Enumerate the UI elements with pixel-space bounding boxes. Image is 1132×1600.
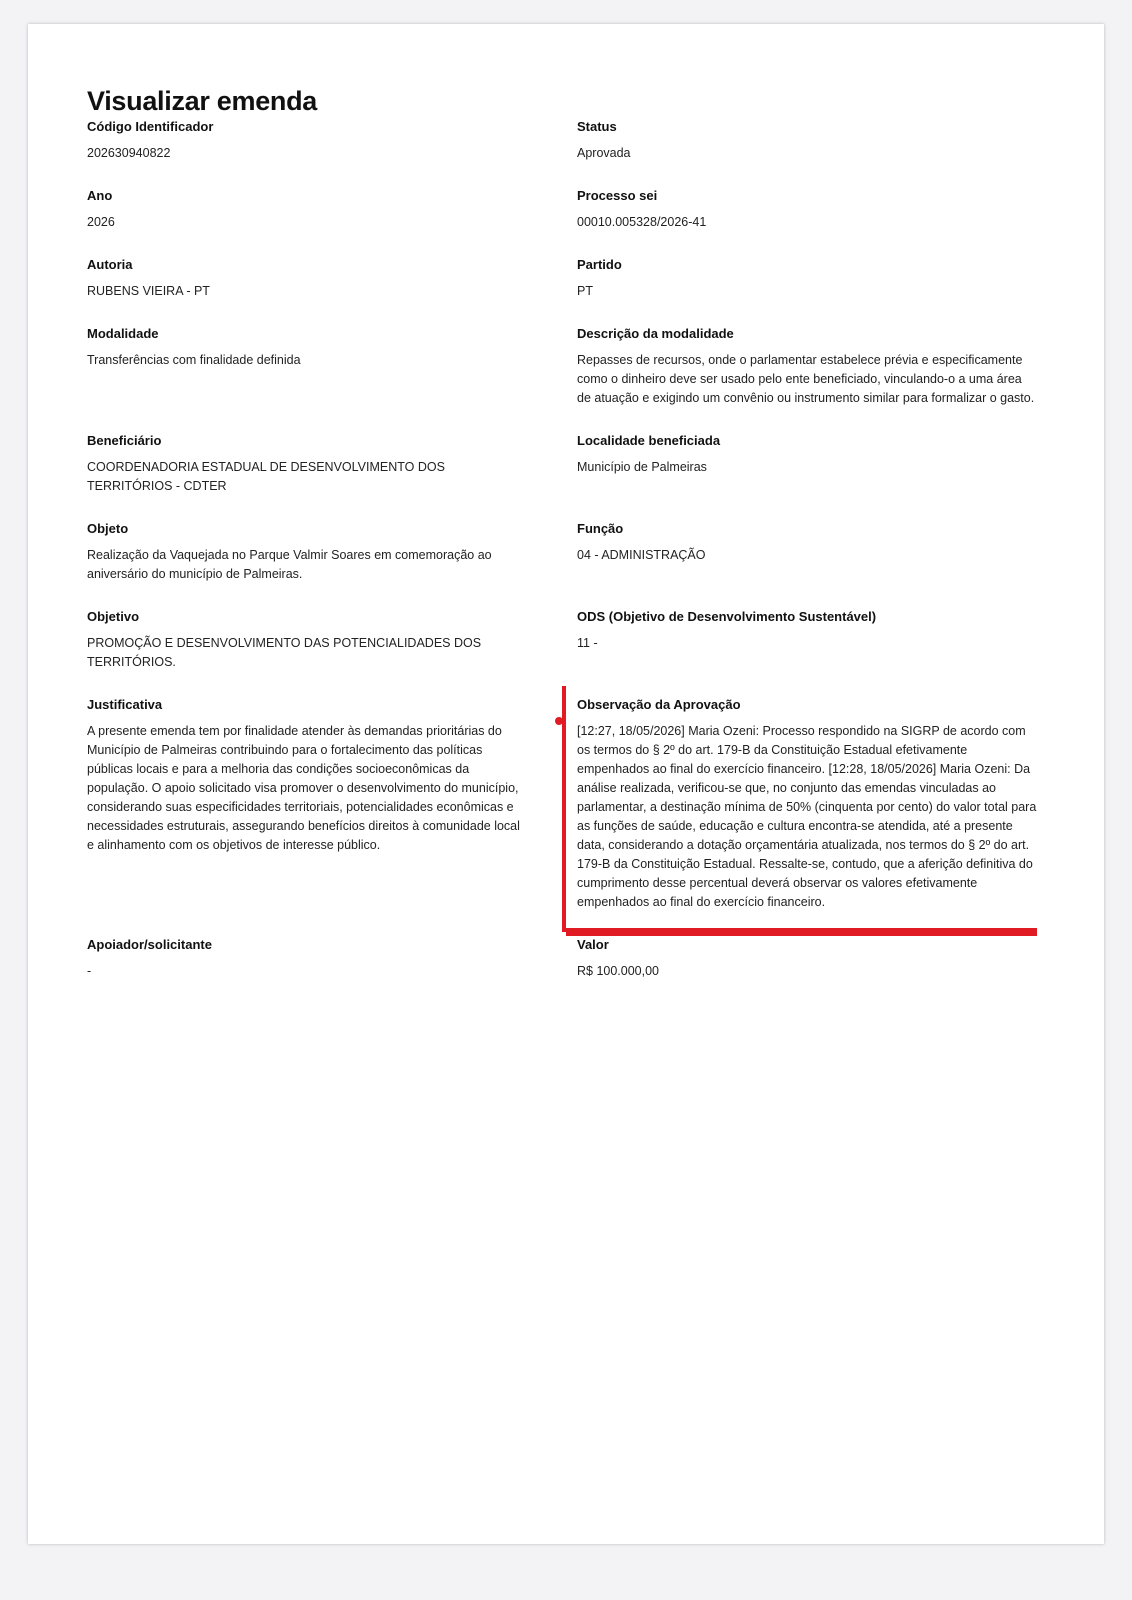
field-label: Modalidade xyxy=(87,326,159,341)
highlight-marker-horizontal xyxy=(566,928,1037,936)
field-partido xyxy=(577,256,1037,301)
field-objeto xyxy=(87,520,527,584)
field-label: Beneficiário xyxy=(87,433,162,448)
highlight-marker-dot xyxy=(555,717,563,725)
field-value: COORDENADORIA ESTADUAL DE DESENVOLVIMENTO DOS TERRITÓRIOS - CDTER xyxy=(87,460,449,493)
field-value: PROMOÇÃO E DESENVOLVIMENTO DAS POTENCIALIDADES DOS TERRITÓRIOS. xyxy=(87,636,485,669)
field-value: [12:27, 18/05/2026] Maria Ozeni: Processo respondido na SIGRP de acordo com os termos do § 2º do art. 179-B da Constituição Estadual efetivamente empenhados ao final do exercício financeiro. [12:28, 18/05/2026] Maria Ozeni: Da análise realizada, verificou-se que, no conjunto das emendas vinculadas ao parlamentar, a destinação mínima de 50% (cinquenta por cento) do valor total para as funções de saúde, educação e cultura encontra-se atendida, até a presente data, considerando a dotação orçamentária atualizada, nos termos do § 2º do art. 179-B da Constituição Estadual. Ressalte-se, contudo, que a aferição definitiva do cumprimento desse percentual deverá observar os valores efetivamente empenhados ao final do exercício financeiro. xyxy=(577,724,1040,909)
field-valor xyxy=(577,936,1037,981)
field-label: Processo sei xyxy=(577,188,658,203)
fields-grid xyxy=(87,118,1047,1005)
field-objetivo xyxy=(87,608,527,672)
field-label: Observação da Aprovação xyxy=(577,697,741,712)
field-apoiador xyxy=(87,936,527,981)
field-funcao xyxy=(577,520,1037,584)
field-label: Função xyxy=(577,521,624,536)
field-value: R$ 100.000,00 xyxy=(577,964,660,978)
field-ods xyxy=(577,608,1037,672)
field-processo xyxy=(577,187,1037,232)
field-descricao-modalidade xyxy=(577,325,1037,408)
field-value: RUBENS VIEIRA - PT xyxy=(87,284,210,298)
field-label: Autoria xyxy=(87,257,133,272)
document-page xyxy=(28,24,1104,1544)
field-label: Ano xyxy=(87,188,113,203)
field-ano xyxy=(87,187,527,232)
field-value: Aprovada xyxy=(577,146,631,160)
field-label: Status xyxy=(577,119,617,134)
field-beneficiario xyxy=(87,432,527,496)
field-value: Transferências com finalidade definida xyxy=(87,353,301,367)
field-codigo xyxy=(87,118,527,163)
field-value: A presente emenda tem por finalidade atender às demandas prioritárias do Município de Palmeiras contribuindo para o fortalecimento das políticas públicas locais e para a melhoria das condições socioeconômicas da população. O apoio solicitado visa promover o desenvolvimento do município, considerando suas especificidades territoriais, potencialidades econômicas e necessidades estruturais, assegurando benefícios direitos à comunidade local e alinhamento com os objetivos de interesse público. xyxy=(87,724,524,852)
field-value: PT xyxy=(577,284,593,298)
field-label: Descrição da modalidade xyxy=(577,326,734,341)
field-value: Repasses de recursos, onde o parlamentar estabelece prévia e especificamente como o dinheiro deve ser usado pelo ente beneficiado, vinculando-o a uma área de atuação e exigindo um convênio ou instrumento similar para formalizar o gasto. xyxy=(577,353,1035,405)
page-title: Visualizar emenda xyxy=(87,86,318,116)
field-value: Realização da Vaquejada no Parque Valmir Soares em comemoração ao aniversário do município de Palmeiras. xyxy=(87,548,496,581)
field-observacao xyxy=(577,696,1040,912)
field-value: 11 - xyxy=(577,636,598,650)
highlight-marker-vertical xyxy=(562,686,566,932)
field-value: 202630940822 xyxy=(87,146,171,160)
field-label: Objetivo xyxy=(87,609,140,624)
field-value: 2026 xyxy=(87,215,115,229)
field-value: Município de Palmeiras xyxy=(577,460,707,474)
field-label: Partido xyxy=(577,257,622,272)
field-value: 00010.005328/2026-41 xyxy=(577,215,707,229)
field-modalidade xyxy=(87,325,527,408)
field-label: Localidade beneficiada xyxy=(577,433,721,448)
field-label: ODS (Objetivo de Desenvolvimento Sustentável) xyxy=(577,609,877,624)
field-label: Apoiador/solicitante xyxy=(87,937,212,952)
field-value: 04 - ADMINISTRAÇÃO xyxy=(577,548,706,562)
content xyxy=(87,84,1047,1005)
field-justificativa xyxy=(87,696,527,912)
field-label: Objeto xyxy=(87,521,129,536)
field-localidade xyxy=(577,432,1037,496)
field-label: Código Identificador xyxy=(87,119,214,134)
field-label: Justificativa xyxy=(87,697,163,712)
field-label: Valor xyxy=(577,937,609,952)
field-status xyxy=(577,118,1037,163)
field-value: - xyxy=(87,964,92,978)
field-autoria xyxy=(87,256,527,301)
